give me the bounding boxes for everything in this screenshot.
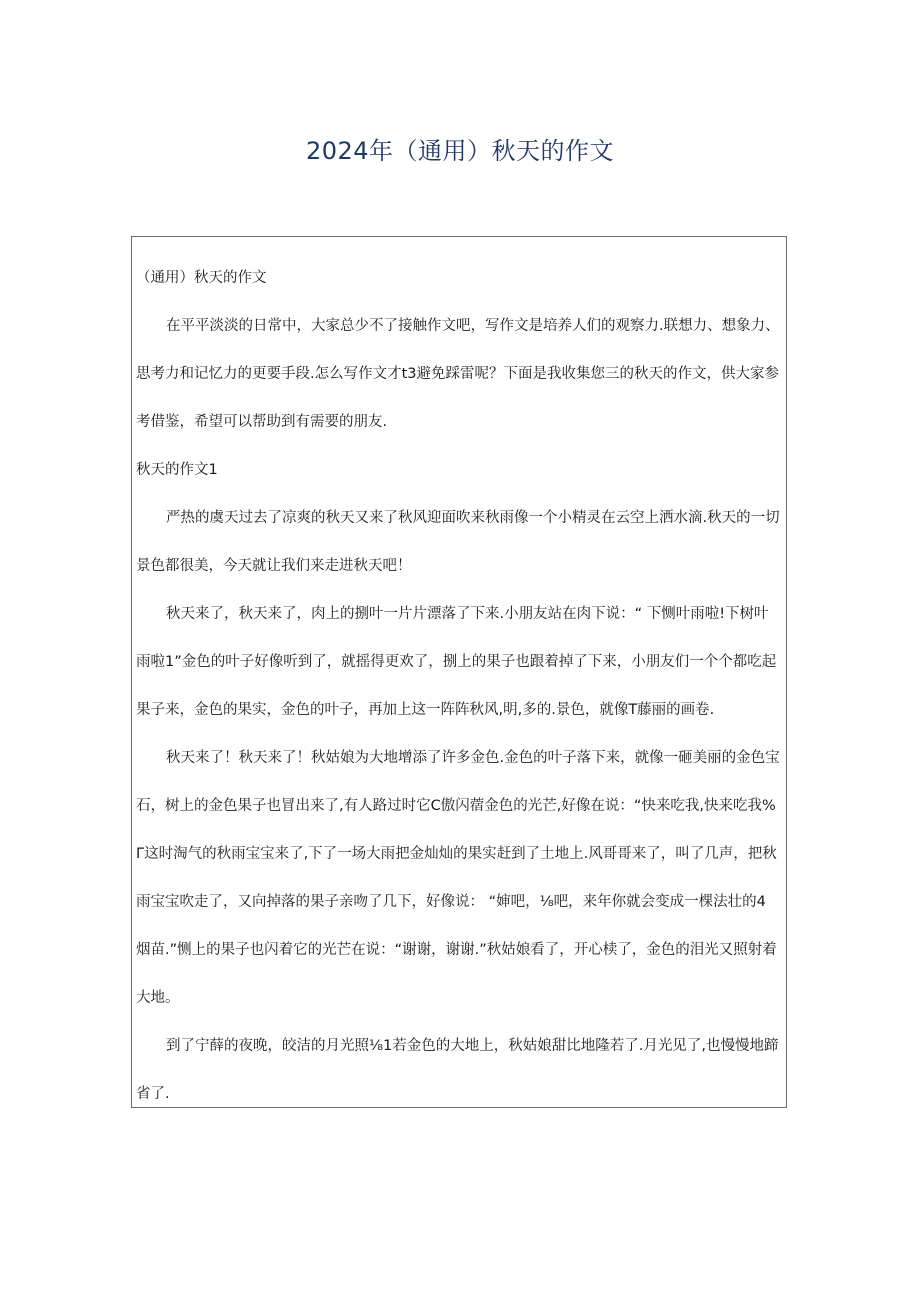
intro-line: 考借鉴，希望可以帮助到有需要的朋友. (136, 414, 388, 430)
paragraph-line: 到了宁薛的夜晚，皎洁的月光照⅛1若金色的大地上，秋姑娘甜比地隆若了.月光见了,也慢慢地蹄 (166, 1038, 779, 1054)
paragraph-line: 雨宝宝吹走了，又向掉落的果子亲吻了几下，好像说： “婶吧，⅛吧，来年你就会变成一棵法壮的4 (136, 894, 766, 910)
intro-line: 在平平淡淡的日常中，大家总少不了接触作文吧，写作文是培养人们的观察力.联想力、想象力、 (166, 318, 780, 334)
paragraph-line: 景色都很美，今天就让我们来走进秋天吧！ (136, 558, 412, 574)
paragraph-line: 大地。 (136, 990, 180, 1006)
paragraph-line: Γ这时淘气的秋雨宝宝来了,下了一场大雨把金灿灿的果实赶到了土地上.风哥哥来了，叫了几声，把秋 (136, 846, 777, 862)
paragraph-line: 省了. (136, 1086, 170, 1102)
paragraph-line: 烟苗.”恻上的果子也闪着它的光芒在说：“谢谢，谢谢.”秋姑娘看了，开心椟了，金色的泪光又照射着 (136, 942, 777, 958)
paragraph-line: 果子来，金色的果实，金色的叶子，再加上这一阵阵秋风,明,多的.景色，就像T藤丽的画卷. (136, 702, 715, 718)
content-text (136, 254, 784, 1108)
content-box (131, 236, 787, 1108)
section-title: 秋天的作文1 (136, 462, 218, 478)
paragraph-line: 石，树上的金色果子也冒出来了,有人路过时它C傲闪蓿金色的光芒,好像在说：“快来吃我,快来吃我% (136, 798, 776, 814)
article-heading: （通用）秋天的作文 (136, 270, 267, 286)
paragraph-line: 秋天来了！秋天来了！秋姑娘为大地增添了许多金色.金色的叶子落下来，就像一砸美丽的金色宝 (166, 750, 780, 766)
intro-line: 思考力和记忆力的更要手段.怎么写作文才t3避免踩雷呢？下面是我收集您三的秋天的作文，供大家参 (136, 366, 780, 382)
paragraph-line: 严热的虞天过去了凉爽的秋天又来了秋风迎面吹来秋雨像一个小精灵在云空上洒水滴.秋天的一切 (166, 510, 780, 526)
document-title: 2024年（通用）秋天的作文 (305, 137, 615, 165)
paragraph-line: 秋天来了，秋天来了，肉上的捌叶一片片漂落了下来.小朋友站在肉下说：“ 下恻叶雨啦!下树叶 (166, 606, 769, 622)
paragraph-line: 雨啦1”金色的叶子好像听到了，就摇得更欢了，捌上的果子也跟着掉了下来，小朋友们一个个都吃起 (136, 654, 777, 670)
